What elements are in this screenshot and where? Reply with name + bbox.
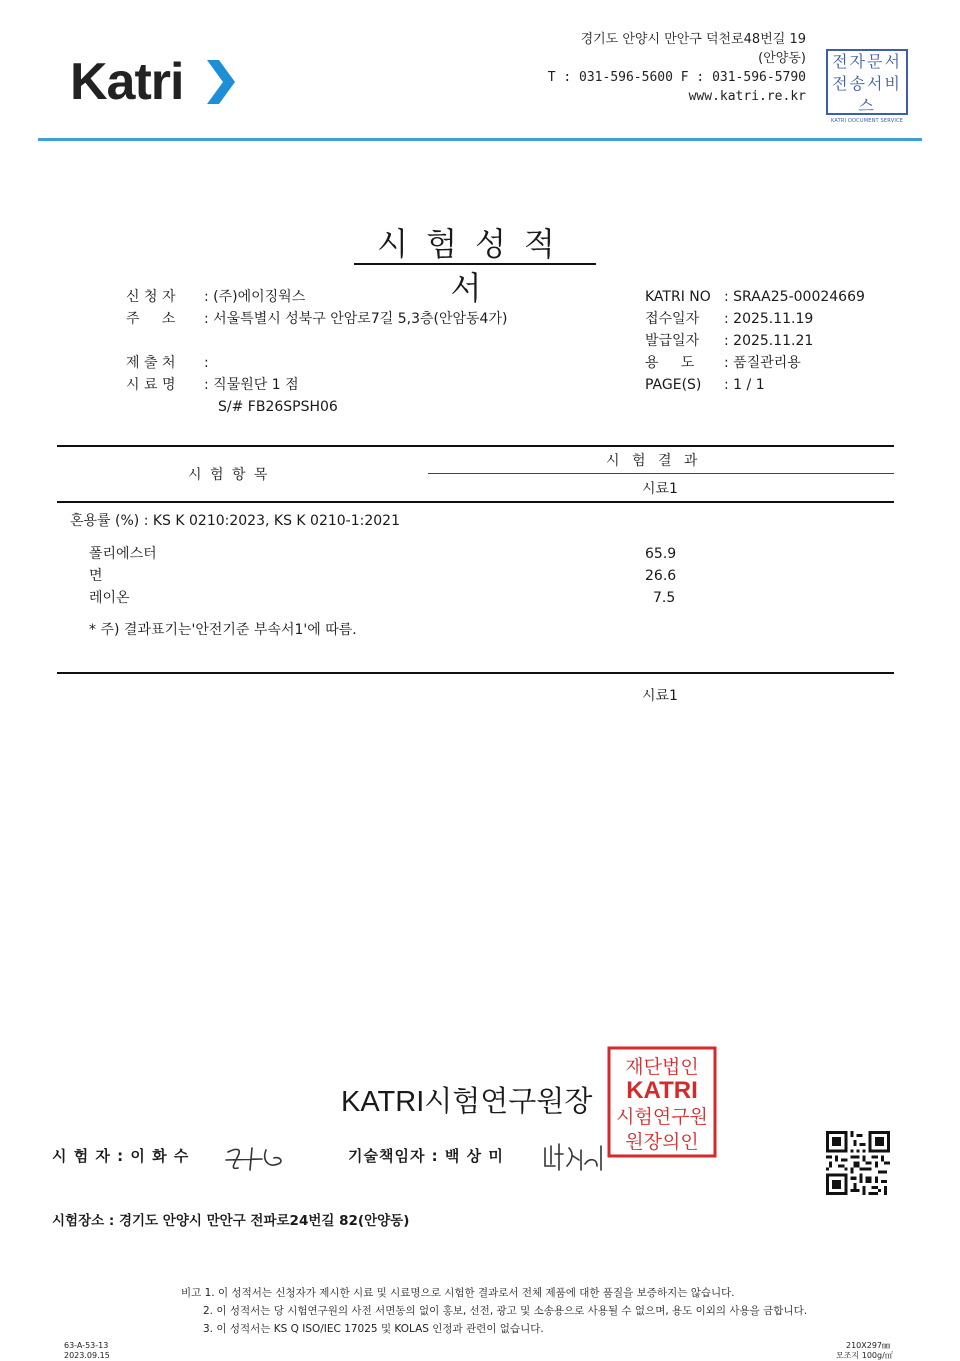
title-underline [354,263,596,265]
issued-date-value: : 2025.11.21 [724,333,814,349]
table-row: 폴리에스터 [89,546,157,562]
phone-fax-line: T : 031-596-5600 F : 031-596-5790 [547,70,806,85]
stamp-line-3: KATRI DOCUMENT SERVICE [830,118,904,124]
table-top-rule [57,445,894,447]
katri-no-label: KATRI NO [645,289,711,305]
table-bottom-rule [57,672,894,674]
purpose-value: : 품질관리용 [724,355,801,371]
test-result-header: 시 험 결 과 [606,453,702,469]
chevron-right-icon [205,58,237,106]
qr-code-icon [826,1130,890,1196]
address-line: 경기도 안양시 만안구 덕천로48번길 19 [580,32,806,47]
logo-text: Katri [70,53,184,111]
pages-value: : 1 / 1 [724,377,765,393]
footnote-3: 3. 이 성적서는 KS Q ISO/IEC 17025 및 KOLAS 인정과 관련이 없습니다. [203,1323,544,1335]
test-item-header: 시 험 항 목 [188,467,270,483]
stamp-line-1: 전자문서 [832,52,902,71]
applicant-value: : (주)에이징웍스 [204,289,306,305]
submitter-value: : [204,355,209,371]
sample-column-header: 시료1 [642,481,678,497]
website-line: www.katri.re.kr [688,89,806,104]
address-label: 주 소 [126,311,176,327]
received-date-label: 접수일자 [645,311,700,327]
technical-manager-label: 기술책임자 : 백 상 미 [348,1147,504,1165]
official-seal [607,1046,717,1158]
seal-text: 시험연구원 [616,1106,708,1128]
purpose-label: 용 도 [645,355,695,371]
seal-text: KATRI [626,1077,698,1104]
seal-text: 재단법인 [625,1056,699,1078]
received-date-value: : 2025.11.19 [724,311,814,327]
tester-signature [222,1140,294,1174]
table-row: 면 [89,568,103,584]
table-row: 레이온 [89,590,130,606]
table-cell-value: 7.5 [653,590,676,606]
submitter-label: 제 출 처 [126,355,176,371]
paper-type: 모조지 100g/㎡ [836,1351,893,1360]
table-cell-value: 65.9 [645,546,677,562]
tester-label: 시 험 자 : 이 화 수 [52,1147,190,1165]
katri-no-value: : SRAA25-00024669 [724,289,865,305]
form-code: 63-A-53-13 [64,1341,109,1350]
test-method-row: 혼용률 (%) : KS K 0210:2023, KS K 0210-1:2021 [70,513,400,529]
manager-signature [541,1140,613,1174]
issued-date-label: 발급일자 [645,333,700,349]
sample-footer-label: 시료1 [642,688,678,704]
form-date: 2023.09.15 [64,1351,110,1360]
test-location: 시험장소 : 경기도 안양시 만안구 전파로24번길 82(안양동) [52,1213,410,1229]
paper-size: 210X297㎜ [846,1341,891,1350]
footnote-1: 비고 1. 이 성적서는 신청자가 제시한 시료 및 시료명으로 시험한 결과로서 전체 제품에 대한 품질을 보증하지는 않습니다. [181,1287,735,1299]
applicant-label: 신 청 자 [126,289,176,305]
header-divider [38,138,922,141]
document-title: 시험성적서 [377,225,573,307]
address-line: (안양동) [758,51,806,66]
result-note: * 주) 결과표기는'안전기준 부속서1'에 따름. [89,622,357,638]
address-value: : 서울특별시 성북구 안암로7길 5,3층(안암동4가) [204,311,508,327]
stamp-line-2: 전송서비스 [832,74,902,115]
institute-head-title: KATRI시험연구원장 [341,1086,593,1118]
result-header-rule [428,473,894,474]
pages-label: PAGE(S) [645,377,702,393]
sample-name-label: 시 료 명 [126,377,176,393]
institute-address [548,30,806,106]
table-cell-value: 26.6 [645,568,677,584]
e-document-service-stamp [826,49,908,124]
katri-logo [70,52,237,112]
footnote-2: 2. 이 성적서는 당 시험연구원의 사전 서면동의 없이 홍보, 선전, 광고 및 소송용으로 사용될 수 없으며, 용도 이외의 사용을 금합니다. [203,1305,808,1317]
seal-text: 원장의인 [625,1131,699,1153]
table-header-rule [57,501,894,503]
sample-name-value: : 직물원단 1 점 [204,377,299,393]
sample-serial: S/# FB26SPSH06 [218,399,338,415]
